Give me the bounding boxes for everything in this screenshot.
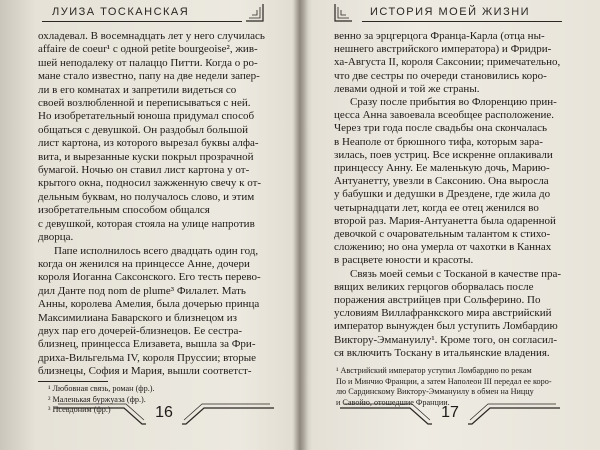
text-line: цесса Анна завоевала всеобщее расположение. (334, 109, 555, 122)
text-line: нешнего австрийского императора) и Фридри- (334, 43, 552, 56)
text-line: мане стало известно, папу на две недели запер- (38, 70, 260, 83)
footnote: ² Маленькая буржуаза (фр.). (48, 394, 146, 404)
text-line: вита, и вырезанные куски покрыл прозрачной (38, 150, 254, 163)
text-line: Анны, королева Амелия, была дочерью принца (38, 298, 260, 311)
text-line: Сразу после прибытия во Флоренцию прин- (350, 96, 557, 109)
text-line: общаться с девушкой. Он раздобыл большой (38, 123, 248, 136)
text-line: ся включить Тоскану в итальянские владения. (334, 346, 550, 359)
text-line: дельным буквам, но получалось слово, и этим (38, 190, 255, 203)
footnote: ¹ Австрийский император уступил Ломбардию по рекам (336, 366, 532, 375)
text-line: дворца. (38, 231, 74, 244)
text-line: ха-Августа II, короля Саксонии; примечательно, (334, 56, 561, 69)
footnote: и Савойю, отошедшие Франции. (336, 397, 450, 407)
text-line: второй раз. Мария-Антуанетта была одаренной (334, 214, 556, 227)
text-line: близнец, принцесса Елизавета, вышла за Фри- (38, 338, 256, 351)
text-line: крытого окна, подносил зажженную свечу к от- (38, 177, 262, 190)
text-line: ли в его комнатах и запретили видеться со (38, 83, 237, 96)
text-line: в расцвете юности и красоты. (334, 254, 474, 267)
right-body-text (334, 30, 586, 360)
text-line: принцессу Анну. Ее маленькую дочь, Марию- (334, 162, 550, 175)
text-line: короля Иоганна Саксонского. Его тесть перево- (38, 271, 261, 284)
text-line: венно за эрцгерцога Франца-Карла (отца ны- (334, 30, 545, 42)
text-line: зилась, поев устриц. Все искренне оплакивали (334, 148, 553, 161)
text-line: дриха-Вильгельма IV, короля Пруссии; вторые (38, 351, 257, 364)
running-head-right (362, 2, 562, 28)
text-line: с девушкой, которая стояла на улице напротив (38, 217, 255, 230)
text-line: охладевал. В восемнадцать лет у него случилась (38, 30, 265, 42)
text-line: шей неподалеку от палаццо Питти. Когда о ро- (38, 56, 258, 69)
text-line: дил Данте под nom de plume³ Филалет. Мать (38, 284, 246, 297)
right-page (310, 0, 586, 450)
page-number-left: 16 (155, 404, 173, 421)
left-body-text (38, 30, 290, 379)
footnote: ¹ Любовная связь, роман (фр.). (48, 384, 155, 393)
text-line: изобретательным способом общался (38, 204, 210, 217)
text-line: поражения австрийцев при Сольферино. По (334, 294, 541, 307)
text-line: Но изобретательный юноша придумал способ (38, 110, 255, 123)
text-line: лист картона, из которого вырезал буквы алфа- (38, 137, 259, 150)
text-line: что две сестры по очереди становились коро- (334, 69, 547, 82)
text-line: Связь моей семьи с Тосканой в качестве пра- (350, 267, 562, 280)
page-number-right: 17 (441, 404, 459, 421)
text-line: двух пар его дочерей-близнецов. Ее сестра- (38, 324, 242, 337)
footnote: По и Минчио Франции, а затем Наполеон III передал ее коро- (336, 376, 552, 386)
footnote: ³ Псевдоним (фр.) (48, 405, 111, 415)
text-line: Максимилиана Баварского и близнецом из (38, 311, 237, 324)
text-line: левами одной и той же страны. (334, 82, 480, 95)
text-line: в Неаполе от брюшного тифа, которым зара- (334, 135, 543, 148)
text-line: бумагой. Ночью он ставил лист картона у от- (38, 164, 250, 177)
corner-ornament-icon (246, 4, 268, 26)
running-head-title: ЛУИЗА ТОСКАНСКАЯ (52, 6, 190, 18)
text-line: когда он женился на принцессе Анне, дочери (38, 257, 250, 270)
running-head-rule (362, 21, 562, 22)
text-line: affaire de coeur¹ с одной petite bourgeoise², жив- (38, 43, 258, 56)
text-line: у бабушки и дедушки в Дрездене, где жила до (334, 188, 551, 201)
text-line: девочкой с очаровательным талантом к стихо- (334, 228, 551, 241)
running-head-left (42, 2, 242, 28)
footnote-rule-left (38, 381, 108, 382)
running-head-rule (42, 21, 242, 22)
text-line: Через три года после свадьбы она скончалась (334, 122, 548, 135)
running-head-title: ИСТОРИЯ МОЕЙ ЖИЗНИ (370, 6, 531, 18)
text-line: Папе исполнилось всего двадцать один год, (54, 244, 259, 257)
footnote: лю Сардинскому Виктору-Эммануилу в обмен на Ниццу (336, 387, 534, 397)
text-line: сложению; но она умерла от чахотки в Каннах (334, 241, 552, 254)
text-line: император вынужден был уступить Ломбардию (334, 320, 558, 333)
corner-ornament-icon (330, 4, 352, 26)
text-line: близнецы, София и Мария, вышли соответст- (38, 365, 252, 378)
text-line: четырнадцати лет, когда ее отец женился во (334, 201, 539, 214)
left-page (14, 0, 290, 450)
book-gutter (292, 0, 308, 450)
text-line: Виктору-Эммануилу¹. Кроме того, он согласил- (334, 333, 558, 346)
text-line: вящих великих герцогов оборвалась после (334, 280, 534, 293)
text-line: своей возлюбленной и переписываться с ней. (38, 97, 251, 110)
text-line: условиям Виллафранкского мира австрийский (334, 307, 552, 320)
text-line: Антуанетту, увезли в Саксонию. Она выросла (334, 175, 549, 188)
